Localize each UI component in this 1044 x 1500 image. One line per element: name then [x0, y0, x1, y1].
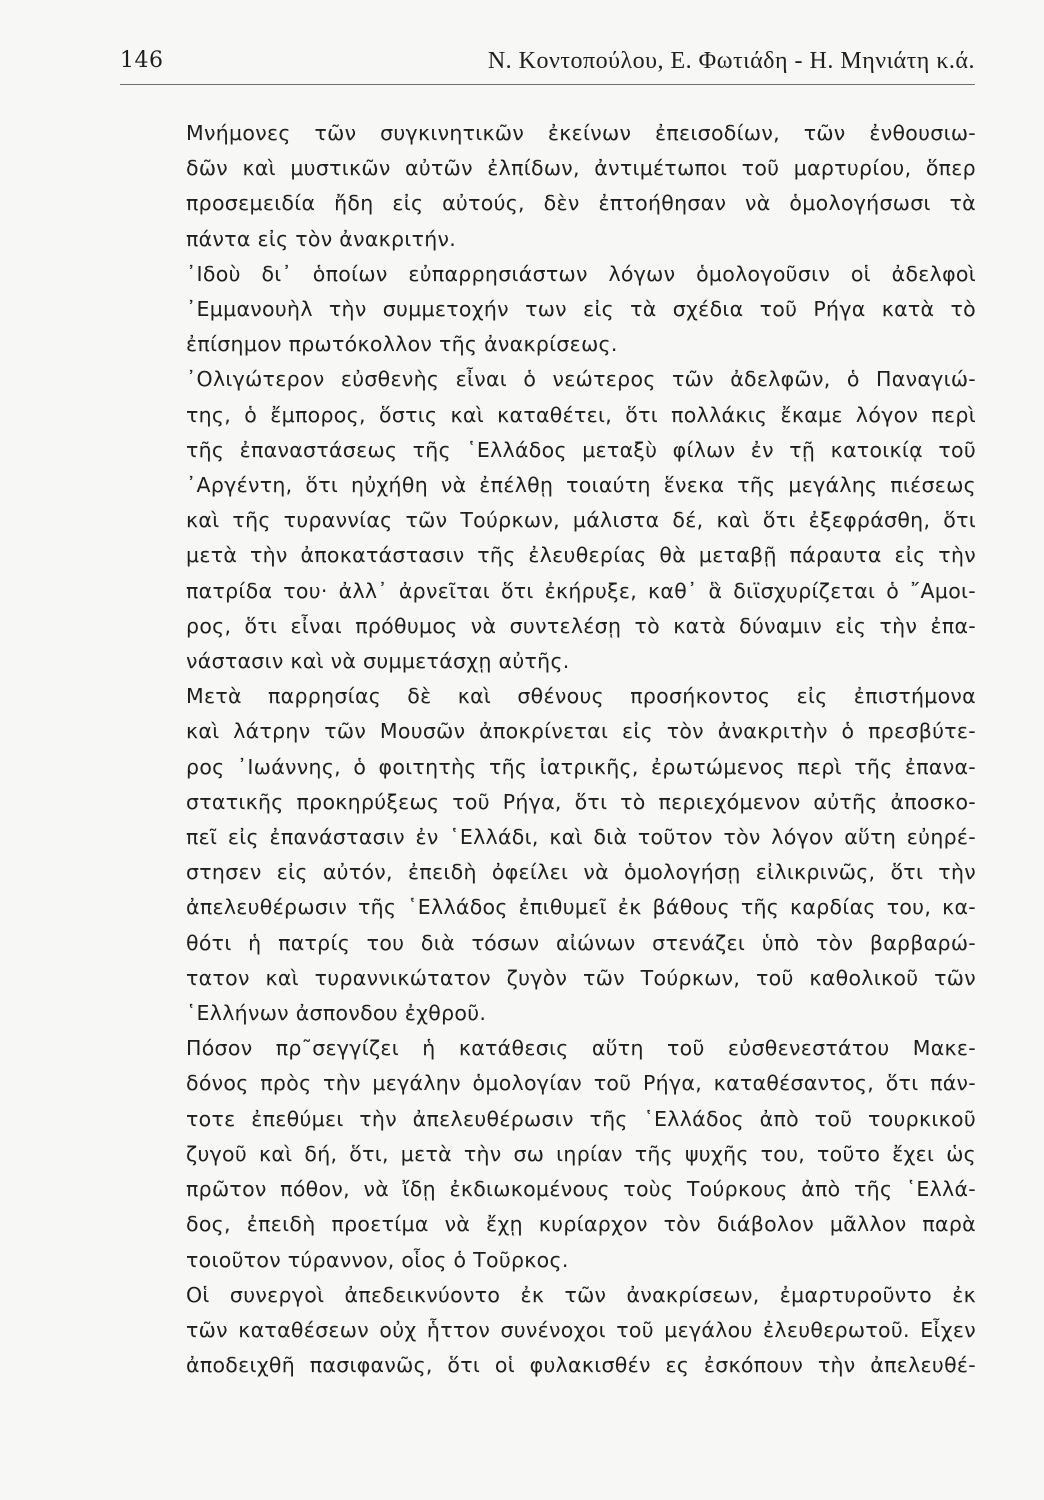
text-line: τατον καὶ τυραννικώτατον ζυγὸν τῶν Τούρκων, τοῦ καθολικοῦ τῶν — [186, 965, 976, 990]
text-line: πεῖ εἰς ἐπανάστασιν ἐν ῾Ελλάδι, καὶ διὰ τοῦτον τὸν λόγον αὕτη εὐηρέ- — [186, 825, 976, 850]
text-line: καὶ τῆς τυραννίας τῶν Τούρκων, μάλιστα δέ, καὶ ὅτι ἐξεφράσθη, ὅτι — [186, 508, 976, 533]
text-line: δῶν καὶ μυστικῶν αὐτῶν ἐλπίδων, ἀντιμέτωποι τοῦ μαρτυρίου, ὅπερ — [186, 156, 976, 181]
running-head: Ν. Κοντοπούλου, Ε. Φωτιάδη - Η. Μηνιάτη κ.ά. — [487, 48, 975, 74]
page-header — [120, 44, 975, 85]
text-line: Πόσον πρ῀σεγγίζει ἡ κατάθεσις αὕτη τοῦ εὐσθενεστάτου Μακε- — [186, 1036, 976, 1061]
text-line: ἐπίσημον πρωτόκολλον τῆς ἀνακρίσεως. — [186, 332, 618, 357]
text-line: Μνήμονες τῶν συγκινητικῶν ἐκείνων ἐπεισοδίων, τῶν ἐνθουσιω- — [186, 121, 976, 145]
text-line: ᾿Αργέντη, ὅτι ηὐχήθη νὰ ἐπέλθῃ τοιαύτη ἕνεκα τῆς μεγάλης πιέσεως — [186, 473, 976, 498]
page-number: 146 — [120, 48, 164, 73]
paragraph-4 — [138, 679, 976, 1031]
text-line: προσεμειδία ἤδη εἰς αὐτούς, δὲν ἐπτοήθησαν νὰ ὁμολογήσωσι τὰ — [186, 191, 976, 216]
text-line: ῾Ελλήνων ἀσπονδου ἐχθροῦ. — [186, 1001, 487, 1026]
text-line: ᾿Εμμανουὴλ τὴν συμμετοχήν των εἰς τὰ σχέδια τοῦ Ρήγα κατὰ τὸ — [186, 297, 976, 322]
text-line: ρος, ὅτι εἶναι πρόθυμος νὰ συντελέσῃ τὸ κατὰ δύναμιν εἰς τὴν ἐπα- — [186, 613, 976, 638]
text-line: ᾿Ολιγώτερον εὐσθενὴς εἶναι ὁ νεώτερος τῶν ἀδελφῶν, ὁ Παναγιώ- — [186, 367, 976, 392]
paragraph-5 — [138, 1031, 976, 1277]
text-line: ζυγοῦ καὶ δή, ὅτι, μετὰ τὴν σω ιηρίαν τῆς ψυχῆς του, τοῦτο ἔχει ὡς — [186, 1141, 976, 1166]
text-line: δος, ἐπειδὴ προετίμα νὰ ἔχῃ κυρίαρχον τὸν διάβολον μᾶλλον παρὰ — [186, 1212, 976, 1237]
body-text — [138, 116, 976, 1383]
text-line: στησεν εἰς αὐτόν, ἐπειδὴ ὀφείλει νὰ ὁμολογήσῃ εἰλικρινῶς, ὅτι τὴν — [186, 860, 976, 885]
text-line: μετὰ τὴν ἀποκατάστασιν τῆς ἐλευθερίας θὰ μεταβῇ πάραυτα εἰς τὴν — [186, 543, 976, 568]
text-line: Μετὰ παρρησίας δὲ καὶ σθένους προσήκοντος εἰς ἐπιστήμονα — [186, 684, 976, 709]
text-line: θότι ἡ πατρίς του διὰ τόσων αἰώνων στενάζει ὑπὸ τὸν βαρβαρώ- — [186, 930, 976, 955]
text-line: ἀποδειχθῆ πασιφανῶς, ὅτι οἱ φυλακισθέν ες ἐσκόπουν τὴν ἀπελευθέ- — [186, 1353, 976, 1378]
text-line: Οἱ συνεργοὶ ἀπεδεικνύοντο ἐκ τῶν ἀνακρίσεων, ἐμαρτυροῦντο ἐκ — [186, 1282, 976, 1307]
text-line: πατρίδα του· ἀλλ᾿ ἀρνεῖται ὅτι ἐκήρυξε, καθ᾿ ἃ διϊσχυρίζεται ὁ ῎Αμοι- — [186, 578, 976, 603]
paragraph-3 — [138, 362, 976, 679]
text-line: τῆς ἐπαναστάσεως τῆς ῾Ελλάδος μεταξὺ φίλων ἐν τῇ κατοικίᾳ τοῦ — [186, 437, 976, 462]
paragraph-6 — [138, 1278, 976, 1384]
text-line: καὶ λάτρην τῶν Μουσῶν ἀποκρίνεται εἰς τὸν ἀνακριτὴν ὁ πρεσβύτε- — [186, 719, 976, 744]
text-line: της, ὁ ἔμπορος, ὅστις καὶ καταθέτει, ὅτι πολλάκις ἔκαμε λόγον περὶ — [186, 402, 976, 427]
text-line: πρῶτον πόθον, νὰ ἴδῃ ἐκδιωκομένους τοὺς Τούρκους ἀπὸ τῆς ῾Ελλά- — [186, 1177, 976, 1202]
text-line: ἀπελευθέρωσιν τῆς ῾Ελλάδος ἐπιθυμεῖ ἐκ βάθους τῆς καρδίας του, κα- — [186, 895, 976, 920]
paragraph-1 — [138, 116, 976, 257]
paragraph-2 — [138, 257, 976, 363]
text-line: τοιοῦτον τύραννον, οἷος ὁ Τοῦρκος. — [186, 1247, 569, 1272]
text-line: νάστασιν καὶ νὰ συμμετάσχῃ αὐτῆς. — [186, 649, 570, 674]
text-line: ᾿Ιδοὺ δι᾿ ὁποίων εὐπαρρησιάστων λόγων ὁμολογοῦσιν οἱ ἀδελφοὶ — [186, 261, 976, 286]
text-line: τοτε ἐπεθύμει τὴν ἀπελευθέρωσιν τῆς ῾Ελλάδος ἀπὸ τοῦ τουρκικοῦ — [186, 1106, 976, 1131]
text-line: στατικῆς προκηρύξεως τοῦ Ρήγα, ὅτι τὸ περιεχόμενον αὐτῆς ἀποσκο- — [186, 789, 976, 814]
text-line: ρος ᾿Ιωάννης, ὁ φοιτητὴς τῆς ἰατρικῆς, ἐρωτώμενος περὶ τῆς ἐπανα- — [186, 754, 976, 779]
text-line: τῶν καταθέσεων οὐχ ἧττον συνένοχοι τοῦ μεγάλου ἐλευθερωτοῦ. Εἶχεν — [186, 1317, 976, 1342]
text-line: δόνος πρὸς τὴν μεγάλην ὁμολογίαν τοῦ Ρήγα, καταθέσαντος, ὅτι πάν- — [186, 1071, 976, 1096]
text-line: πάντα εἰς τὸν ἀνακριτήν. — [186, 226, 457, 251]
